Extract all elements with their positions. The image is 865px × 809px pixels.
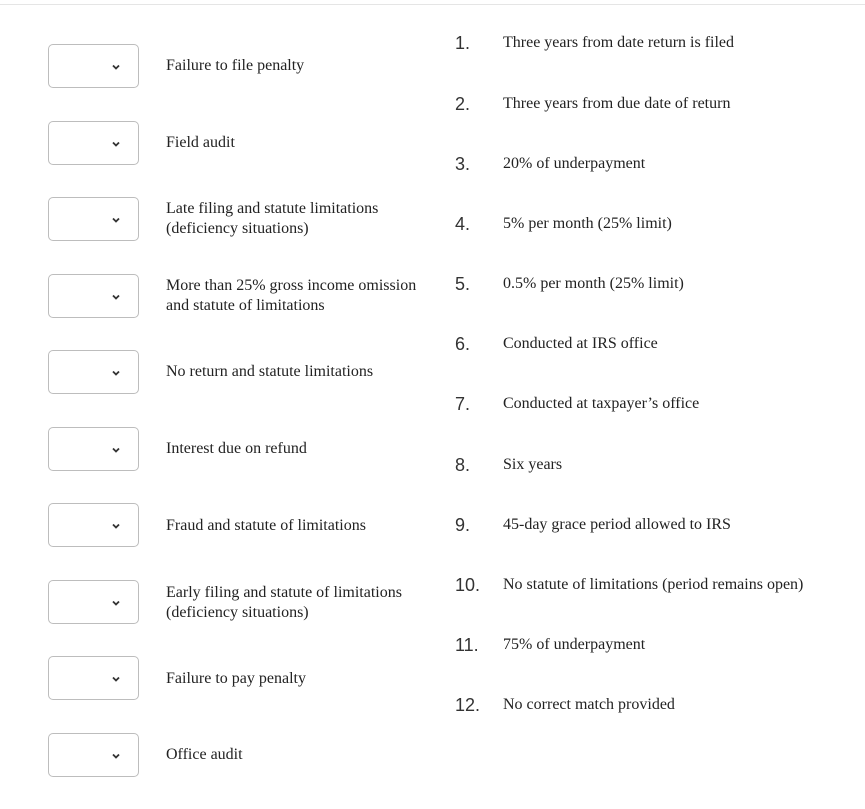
option-text: No statute of limitations (period remains open) bbox=[503, 576, 804, 593]
option-number: 11. bbox=[455, 635, 479, 655]
option-item bbox=[440, 514, 865, 538]
option-text: Conducted at taxpayer’s office bbox=[503, 395, 700, 412]
match-dropdown[interactable] bbox=[48, 197, 139, 241]
option-text: Six years bbox=[503, 456, 563, 473]
chevron-down-icon bbox=[110, 61, 122, 73]
chevron-down-icon bbox=[110, 291, 122, 303]
term-label: Fraud and statute of limitations bbox=[166, 517, 366, 534]
term-label: Early filing and statute of limitations (deficiency situations) bbox=[166, 584, 402, 621]
option-item bbox=[440, 32, 865, 56]
option-text: No correct match provided bbox=[503, 696, 675, 713]
option-number: 12. bbox=[455, 695, 481, 715]
option-number: 5. bbox=[455, 274, 471, 294]
option-text: 5% per month (25% limit) bbox=[503, 215, 672, 232]
chevron-down-icon bbox=[110, 673, 122, 685]
answer-options-list bbox=[440, 0, 865, 809]
term-row bbox=[0, 274, 440, 320]
match-dropdown[interactable] bbox=[48, 44, 139, 88]
term-row bbox=[0, 121, 440, 167]
option-item bbox=[440, 93, 865, 117]
option-item bbox=[440, 634, 865, 658]
option-number: 8. bbox=[455, 455, 471, 475]
term-row bbox=[0, 656, 440, 702]
term-label: Failure to file penalty bbox=[166, 57, 305, 74]
match-dropdown[interactable] bbox=[48, 350, 139, 394]
match-dropdown[interactable] bbox=[48, 733, 139, 777]
term-label: No return and statute limitations bbox=[166, 363, 374, 380]
chevron-down-icon bbox=[110, 444, 122, 456]
chevron-down-icon bbox=[110, 367, 122, 379]
chevron-down-icon bbox=[110, 750, 122, 762]
term-label: Office audit bbox=[166, 746, 243, 763]
option-number: 1. bbox=[455, 33, 471, 53]
option-item bbox=[440, 153, 865, 177]
option-number: 6. bbox=[455, 334, 471, 354]
option-number: 10. bbox=[455, 575, 481, 595]
term-row bbox=[0, 427, 440, 473]
option-item bbox=[440, 333, 865, 357]
match-dropdown[interactable] bbox=[48, 580, 139, 624]
term-label: Failure to pay penalty bbox=[166, 670, 306, 687]
match-dropdown[interactable] bbox=[48, 274, 139, 318]
option-number: 4. bbox=[455, 214, 471, 234]
option-item bbox=[440, 393, 865, 417]
chevron-down-icon bbox=[110, 597, 122, 609]
term-row bbox=[0, 350, 440, 396]
option-text: 75% of underpayment bbox=[503, 636, 646, 653]
term-label: Interest due on refund bbox=[166, 440, 307, 457]
match-dropdown[interactable] bbox=[48, 121, 139, 165]
term-row bbox=[0, 44, 440, 90]
match-dropdown[interactable] bbox=[48, 656, 139, 700]
term-row bbox=[0, 580, 440, 626]
option-number: 7. bbox=[455, 394, 471, 414]
term-label: More than 25% gross income omission and statute of limitations bbox=[166, 277, 417, 314]
match-dropdown[interactable] bbox=[48, 427, 139, 471]
option-text: Conducted at IRS office bbox=[503, 335, 658, 352]
option-text: 0.5% per month (25% limit) bbox=[503, 275, 684, 292]
option-number: 2. bbox=[455, 94, 471, 114]
option-text: Three years from date return is filed bbox=[503, 34, 735, 51]
chevron-down-icon bbox=[110, 214, 122, 226]
term-label: Late filing and statute limitations (deficiency situations) bbox=[166, 200, 379, 237]
option-item bbox=[440, 694, 865, 718]
option-item bbox=[440, 454, 865, 478]
term-row bbox=[0, 733, 440, 779]
option-text: Three years from due date of return bbox=[503, 95, 731, 112]
option-item bbox=[440, 213, 865, 237]
term-row bbox=[0, 503, 440, 549]
chevron-down-icon bbox=[110, 138, 122, 150]
option-text: 45-day grace period allowed to IRS bbox=[503, 516, 731, 533]
term-label: Field audit bbox=[166, 134, 235, 151]
option-number: 3. bbox=[455, 154, 471, 174]
option-item bbox=[440, 273, 865, 297]
chevron-down-icon bbox=[110, 520, 122, 532]
option-number: 9. bbox=[455, 515, 471, 535]
option-item bbox=[440, 574, 865, 598]
term-row bbox=[0, 197, 440, 243]
option-text: 20% of underpayment bbox=[503, 155, 646, 172]
match-dropdown[interactable] bbox=[48, 503, 139, 547]
